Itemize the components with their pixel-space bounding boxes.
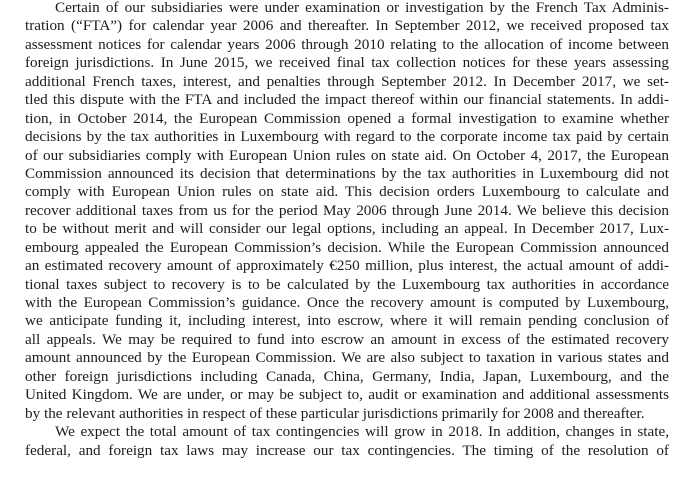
text-line: with the European Commission’s guidance. Once the recovery amount is computed by Luxembourg, (25, 294, 669, 311)
text-line: assessment notices for calendar years 2006 through 2010 relating to the allocation of income between (25, 35, 669, 53)
text-line: of our subsidiaries comply with European Union rules on state aid. On October 4, 2017, the European (25, 146, 669, 164)
document-page (25, 0, 669, 460)
text-line: Commission announced its decision that determinations by the tax authorities in Luxembourg did not (25, 164, 669, 182)
text-line: an estimated recovery amount of approximately €250 million, plus interest, the actual amount of addi- (25, 257, 669, 275)
text-line: amount announced by the European Commission. We are also subject to taxation in various states and (25, 349, 669, 367)
text-line: comply with European Union rules on state aid. This decision orders Luxembourg to calculate and (25, 183, 669, 201)
text-line: Certain of our subsidiaries were under examination or investigation by the French Tax Adminis- (55, 0, 669, 16)
text-line: other foreign jurisdictions including Canada, China, Germany, India, Japan, Luxembourg, and the (25, 367, 669, 385)
text-line: recover additional taxes from us for the period May 2006 through June 2014. We believe this decision (25, 201, 669, 219)
text-line: tration (“FTA”) for calendar year 2006 and thereafter. In September 2012, we received proposed tax (25, 17, 669, 35)
text-line: by the relevant authorities in respect of these particular jurisdictions primarily for 2008 and thereafter. (25, 404, 645, 422)
text-line: United Kingdom. We are under, or may be subject to, audit or examination and additional assessments (25, 386, 669, 404)
text-line: We expect the total amount of tax contingencies will grow in 2018. In addition, changes in state, (55, 423, 669, 441)
text-line: tion, in October 2014, the European Commission opened a formal investigation to examine whether (25, 109, 669, 127)
text-line: to be without merit and will consider our legal options, including an appeal. In December 2017, Lux- (25, 220, 669, 238)
text-line: we anticipate funding it, including interest, into escrow, where it will remain pending conclusion of (25, 312, 669, 330)
text-line: all appeals. We may be required to fund into escrow an amount in excess of the estimated recovery (25, 330, 669, 348)
text-line: foreign jurisdictions. In June 2015, we received final tax collection notices for these years assessing (25, 54, 669, 72)
text-line: tional taxes subject to recovery is to be calculated by the Luxembourg tax authorities in accordance (25, 275, 669, 293)
text-line: additional French taxes, interest, and penalties through September 2012. In December 2017, we set- (25, 72, 669, 90)
text-line: federal, and foreign tax laws may increase our tax contingencies. The timing of the resolution of (25, 441, 669, 459)
paragraph-tax-contingencies (25, 423, 669, 460)
text-line: tled this dispute with the FTA and included the impact thereof within our financial statements. In addi- (25, 91, 669, 109)
paragraph-tax-examinations (25, 0, 669, 423)
text-line: embourg appealed the European Commission’s decision. While the European Commission announced (25, 238, 669, 256)
text-line: decisions by the tax authorities in Luxembourg with regard to the corporate income tax paid by certain (25, 128, 669, 146)
